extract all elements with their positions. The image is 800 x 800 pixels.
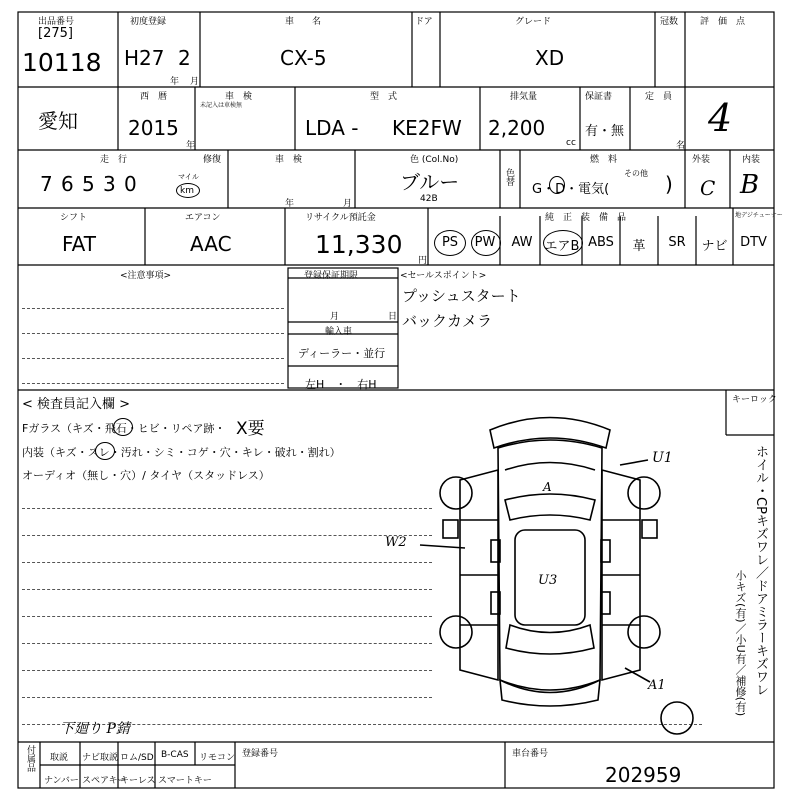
shaken-label: 車 検 bbox=[225, 92, 253, 102]
equipment-abs: ABS bbox=[588, 235, 614, 250]
accessory-smart-key: スマートキー bbox=[158, 776, 212, 786]
prefecture: 愛知 bbox=[38, 109, 78, 133]
accessory-rom-sd: ロム/SD bbox=[120, 753, 154, 763]
interior-note: 内装（キズ・スレ・汚れ・シミ・コゲ・穴・キレ・破れ・割れ） bbox=[22, 446, 341, 459]
shaken-sub-label: 未記入は車検無 bbox=[200, 102, 243, 109]
aircon: AAC bbox=[190, 232, 232, 256]
grade: XD bbox=[535, 46, 565, 70]
damage-legend-sub: 小キズ(有)／小U有／補修(有) bbox=[734, 570, 747, 717]
inspector-title: < 検査員記入欄 > bbox=[22, 397, 131, 412]
equipment-airbag: エアB bbox=[544, 239, 580, 254]
equipment-pw: PW bbox=[474, 235, 496, 250]
damage-left-side: W2 bbox=[385, 535, 407, 550]
shift-label: シフト bbox=[60, 213, 88, 223]
car-name: CX-5 bbox=[280, 46, 327, 70]
chassis-label: 車台番号 bbox=[512, 749, 549, 759]
import-type: ディーラー・並行 bbox=[298, 347, 386, 360]
mileage-digit: 7 bbox=[40, 172, 53, 196]
mileage-digit: 3 bbox=[103, 172, 116, 196]
accessory-navi-manual: ナビ取説 bbox=[82, 753, 119, 763]
damage-hood: A bbox=[543, 480, 552, 494]
mileage-digit: 6 bbox=[61, 172, 74, 196]
unit-person: 名 bbox=[676, 141, 686, 151]
first-reg-era: H27 bbox=[124, 46, 165, 70]
equipment-label: 純 正 装 備 品 bbox=[545, 213, 627, 223]
unit-month: 月 bbox=[190, 77, 200, 87]
equipment-leather: 革 bbox=[632, 239, 646, 254]
accessory-label: 付属品 bbox=[25, 745, 35, 772]
exterior-grade: C bbox=[700, 176, 716, 200]
warranty: 有・無 bbox=[585, 124, 625, 139]
unit-month-3: 月 bbox=[343, 199, 353, 209]
sales-point-label: <セールスポイント> bbox=[400, 271, 487, 281]
equipment-aw: AW bbox=[511, 235, 533, 250]
tv-label: 地デジチューナー bbox=[735, 212, 783, 219]
recycle-label: リサイクル預託金 bbox=[305, 213, 376, 223]
condition-label: 修復 bbox=[203, 155, 222, 165]
unit-day: 日 bbox=[388, 312, 398, 322]
unit-year: 年 bbox=[170, 77, 180, 87]
grade-label: グレード bbox=[515, 17, 552, 27]
mileage-label: 走 行 bbox=[100, 155, 128, 165]
unit-mile: マイル bbox=[178, 173, 199, 181]
glass-mark: X要 bbox=[236, 419, 265, 439]
accessory-spare-key: スペアキー bbox=[82, 776, 127, 786]
lot-number: 10118 bbox=[22, 48, 102, 77]
type-label: 型 式 bbox=[370, 92, 398, 102]
audio-tire-note: オーディオ（無し・穴）/ タイヤ（スタッドレス） bbox=[22, 469, 270, 482]
interior-label: 内装 bbox=[742, 155, 761, 165]
glass-note: Fガラス（キズ・飛石・ヒビ・リペア跡・ bbox=[22, 422, 226, 435]
sales-point-item: バックカメラ bbox=[402, 312, 493, 330]
equipment-ps: PS bbox=[441, 235, 459, 250]
displacement-label: 排気量 bbox=[510, 92, 538, 102]
caution-label: <注意事項> bbox=[120, 271, 172, 281]
shift: FAT bbox=[62, 232, 97, 256]
car-name-label: 車 名 bbox=[285, 17, 322, 27]
unit-month-4: 月 bbox=[330, 312, 340, 322]
unit-cc: cc bbox=[566, 138, 576, 148]
color-label: 色 (Col.No) bbox=[410, 155, 459, 165]
fuel-label: 燃 料 bbox=[590, 155, 618, 165]
mileage-digit: 5 bbox=[82, 172, 95, 196]
color: ブルー bbox=[400, 170, 460, 194]
lane-number: [275] bbox=[38, 26, 73, 41]
fuel-close: ) bbox=[665, 172, 673, 196]
accessory-keyless: キーレス bbox=[120, 776, 156, 786]
door-label: ドア bbox=[415, 17, 433, 27]
displacement: 2,200 bbox=[488, 116, 546, 140]
score: 4 bbox=[708, 96, 733, 140]
handle-label: 冠数 bbox=[660, 17, 679, 27]
model-year: 2015 bbox=[128, 116, 179, 140]
capacity-label: 定 員 bbox=[645, 92, 673, 102]
unit-yen: 円 bbox=[418, 256, 428, 266]
type-prefix: LDA - bbox=[305, 116, 359, 140]
equipment-sunroof: SR bbox=[668, 235, 686, 250]
reg-date-label: 登録保証期限 bbox=[304, 271, 359, 281]
steering: 左H ・ 右H bbox=[305, 378, 377, 391]
accessory-plate: ナンバー bbox=[44, 776, 79, 786]
first-reg-month: 2 bbox=[178, 46, 191, 70]
underbody-note: 下廻り P錆 bbox=[60, 721, 130, 737]
type-code: KE2FW bbox=[392, 116, 462, 140]
unit-year-2: 年 bbox=[186, 141, 196, 151]
first-reg-label: 初度登録 bbox=[130, 17, 167, 27]
accessory-bcas: B-CAS bbox=[161, 750, 189, 760]
chassis-number: 202959 bbox=[605, 763, 682, 787]
recycle-fee: 11,330 bbox=[315, 230, 403, 259]
import-label: 輸入車 bbox=[325, 327, 353, 337]
score-label: 評 価 点 bbox=[700, 17, 746, 27]
accessory-manual: 取説 bbox=[50, 753, 69, 763]
exterior-label: 外装 bbox=[692, 155, 711, 165]
unit-km: km bbox=[180, 186, 194, 196]
equipment-navi: ナビ bbox=[701, 239, 728, 254]
damage-roof: U3 bbox=[538, 573, 558, 588]
damage-rear-right: A1 bbox=[648, 678, 666, 693]
interior-grade: B bbox=[740, 170, 760, 200]
fuel-other-label: その他 bbox=[624, 169, 648, 178]
sales-point-item: プッシュスタート bbox=[402, 287, 521, 305]
keylock-label: キーロック bbox=[732, 395, 777, 405]
inspection-label: 車 検 bbox=[275, 155, 303, 165]
damage-front-right: U1 bbox=[652, 450, 673, 466]
fuel: G・D・電気( bbox=[532, 182, 610, 197]
color-number: 42B bbox=[420, 194, 438, 204]
reg-number-label: 登録番号 bbox=[242, 749, 279, 759]
equipment-dtv: DTV bbox=[740, 235, 767, 250]
mileage-digit: 0 bbox=[124, 172, 137, 196]
lot-label: 出品番号 bbox=[38, 17, 75, 27]
aircon-label: エアコン bbox=[185, 213, 221, 223]
accessory-remote: リモコン bbox=[199, 753, 236, 763]
unit-year-3: 年 bbox=[285, 199, 295, 209]
warranty-label: 保証書 bbox=[585, 92, 613, 102]
damage-legend: ホイル・CPキズワレ／ドアミラーキズワレ bbox=[753, 445, 768, 696]
model-year-label: 西 暦 bbox=[140, 92, 168, 102]
color-change-label: 色替 bbox=[504, 168, 514, 186]
